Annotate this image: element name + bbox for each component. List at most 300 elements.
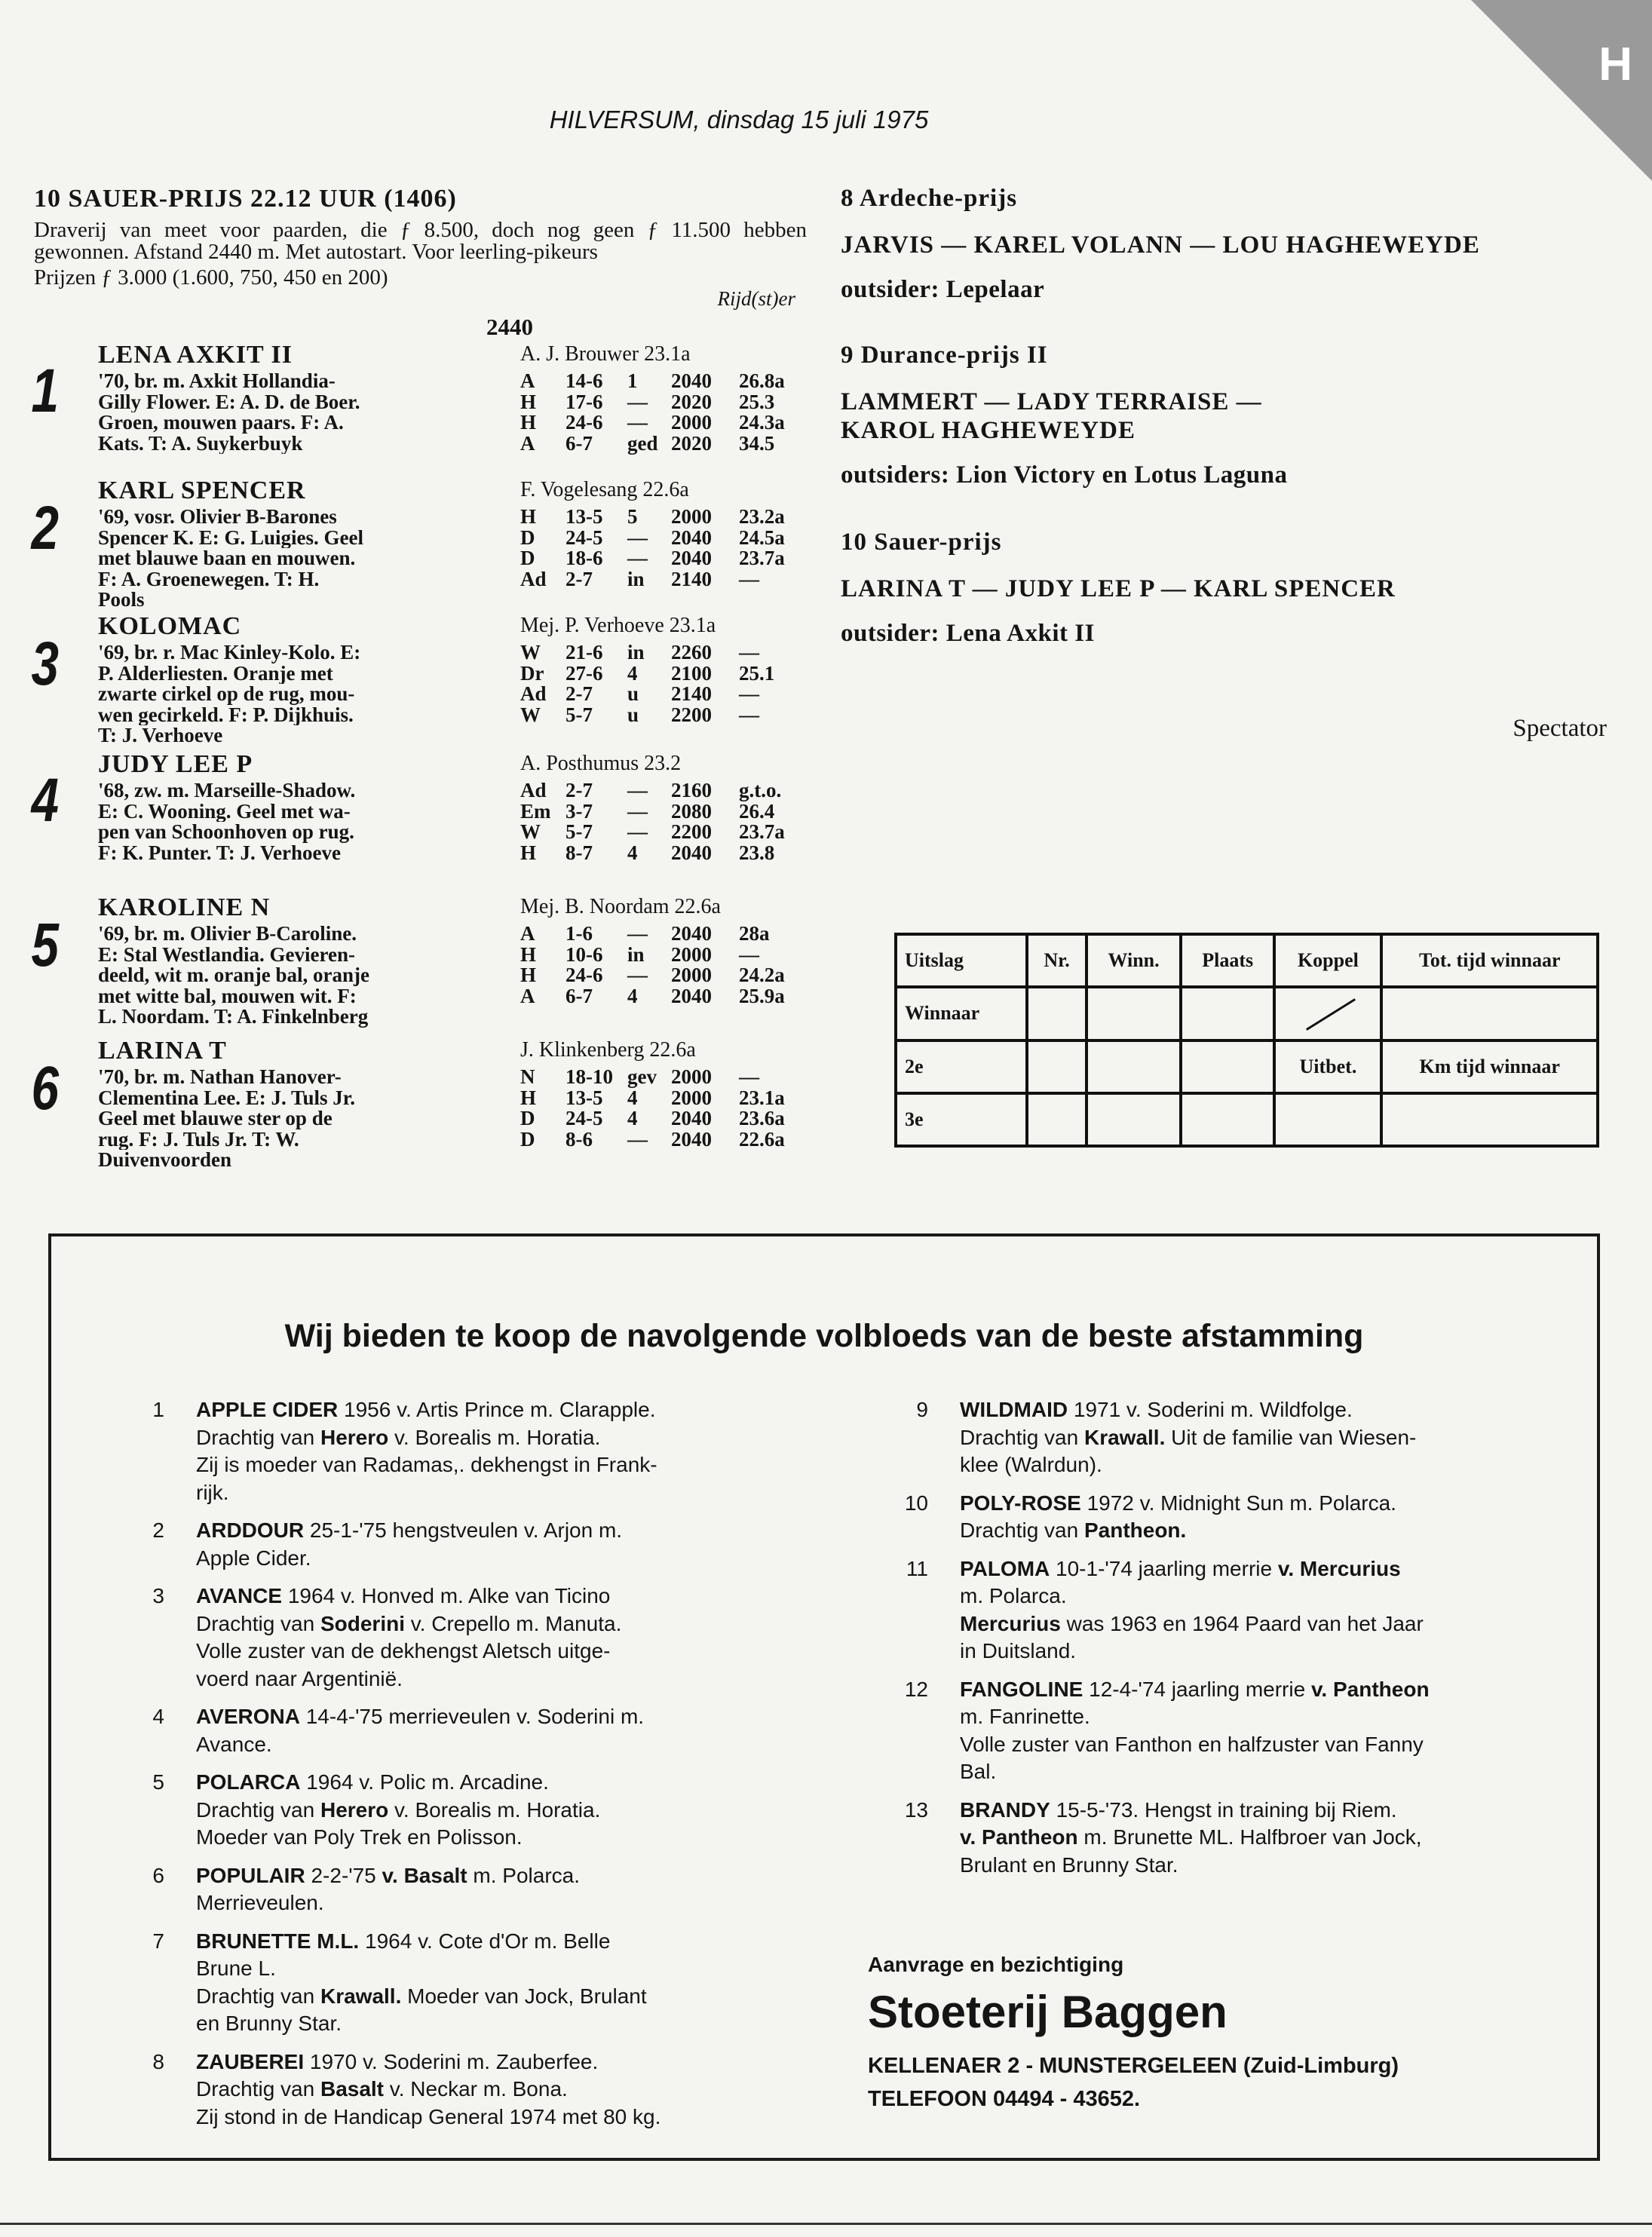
item-text: rijk. — [196, 1480, 229, 1504]
item-line — [960, 1451, 1569, 1479]
item-line — [196, 1862, 866, 1890]
result-cell: 2160 — [671, 779, 712, 801]
result-cell: A — [520, 922, 535, 945]
item-bold-text: ZAUBEREI — [196, 2049, 305, 2073]
item-text: m. Polarca. — [960, 1584, 1067, 1607]
item-text: Brulant en Brunny Star. — [960, 1852, 1178, 1877]
scorecard-cell[interactable] — [1027, 987, 1087, 1040]
entry-number: 2 — [31, 494, 60, 562]
horse-entry — [31, 1037, 807, 1172]
horse-driver: Mej. B. Noordam 22.6a — [520, 895, 721, 918]
race-description: Draverij van meet voor paarden, die ƒ 8.500, doch nog geen ƒ 11.500 hebben gewonnen. Afstand 2440 m. Met autostart. Voor leerling-pikeurs — [34, 218, 807, 264]
item-bold-text: v. Mercurius — [1277, 1556, 1401, 1580]
item-bold-text: AVANCE — [196, 1584, 283, 1607]
scorecard-cell[interactable] — [1274, 1093, 1381, 1146]
result-cell: — — [739, 942, 759, 966]
result-cell: 8-6 — [565, 1127, 593, 1151]
item-text: m. Polarca. — [467, 1863, 581, 1887]
contact-phone: TELEFOON 04494 - 43652. — [868, 2087, 1141, 2111]
description-line: E: C. Wooning. Geel met wa- — [98, 801, 351, 822]
description-line: E: Stal Westlandia. Gevieren- — [98, 944, 356, 965]
result-cell: N — [520, 1065, 535, 1088]
tip-block — [841, 185, 1610, 304]
result-cell: — — [627, 964, 648, 986]
item-number: 8 — [152, 2049, 164, 2073]
result-cell: 24-5 — [565, 526, 603, 549]
race-prizes: Prijzen ƒ 3.000 (1.600, 750, 450 en 200) — [34, 265, 388, 290]
description-line: L. Noordam. T: A. Finkelnberg — [98, 1007, 369, 1028]
tip-prediction: LAMMERT — LADY TERRAISE — — [841, 388, 1262, 415]
item-text: Moeder van Poly Trek en Polisson. — [196, 1825, 523, 1849]
description-line: Gilly Flower. E: A. D. de Boer. — [98, 391, 360, 412]
result-cell: 8-7 — [565, 841, 593, 864]
result-cell: H — [520, 411, 537, 434]
scorecard-row — [896, 987, 1598, 1040]
result-row — [520, 642, 784, 663]
item-line — [196, 1983, 866, 2011]
tip-prediction: LARINA T — JUDY LEE P — KARL SPENCER — [841, 575, 1396, 602]
item-number: 7 — [152, 1929, 164, 1953]
tip-race: 8 Ardeche-prijs — [841, 185, 1018, 212]
result-cell: 18-6 — [565, 547, 603, 569]
result-cell: 24.3a — [739, 411, 785, 434]
result-cell: 2040 — [671, 369, 712, 392]
description-line: Geel met blauwe ster op de — [98, 1108, 333, 1129]
result-cell: — — [739, 1065, 759, 1088]
item-text: 10-1-'74 jaarling merrie — [1056, 1556, 1278, 1580]
entry-list — [31, 341, 807, 1172]
item-text: 1964 v. Honved m. Alke van Ticino — [287, 1584, 611, 1607]
item-bold-text: Soderini — [320, 1611, 405, 1635]
horse-description — [98, 507, 520, 611]
horse-for-sale — [104, 1396, 866, 1506]
result-cell: 14-6 — [565, 369, 603, 392]
item-line — [960, 1583, 1569, 1610]
item-line — [960, 1517, 1569, 1545]
item-bold-text: Herero — [320, 1425, 389, 1449]
description-line: Duivenvoorden — [98, 1150, 232, 1171]
item-bold-text: PALOMA — [960, 1556, 1050, 1580]
result-cell: 2000 — [671, 964, 712, 986]
horse-for-sale — [104, 1517, 866, 1572]
recent-results — [520, 642, 784, 725]
tip-outsider: outsider: Lepelaar — [841, 276, 1045, 303]
scorecard-cell[interactable] — [1027, 1040, 1087, 1093]
horse-driver: Mej. P. Verhoeve 23.1a — [520, 614, 716, 637]
item-text: in Duitsland. — [960, 1639, 1077, 1662]
horse-description — [98, 1067, 520, 1171]
race-distance: 2440 — [486, 314, 533, 340]
item-line — [196, 1396, 866, 1424]
result-cell: 34.5 — [739, 431, 775, 455]
result-cell: 2200 — [671, 820, 712, 843]
item-text: v. Borealis m. Horatia. — [388, 1797, 601, 1822]
item-text: 2-2-'75 — [311, 1863, 382, 1887]
item-text: voerd naar Argentinië. — [196, 1666, 403, 1690]
item-number: 9 — [916, 1398, 928, 1421]
scorecard-header-row — [896, 934, 1598, 987]
item-number: 12 — [904, 1677, 928, 1701]
result-cell: Dr — [520, 661, 544, 685]
scorecard-cell[interactable] — [1381, 987, 1598, 1040]
description-line: '70, br. m. Nathan Hanover- — [98, 1067, 342, 1088]
item-line — [196, 1638, 866, 1665]
item-line — [196, 1703, 866, 1731]
contact-intro: Aanvrage en bezichtiging — [868, 1953, 1124, 1976]
result-row — [520, 843, 784, 864]
item-text: Merrieveulen. — [196, 1891, 324, 1914]
item-bold-text: Basalt — [320, 2077, 385, 2101]
result-cell: 2040 — [671, 984, 712, 1007]
result-cell: in — [627, 942, 645, 966]
result-row — [520, 1129, 784, 1151]
result-cell: H — [520, 964, 537, 986]
scorecard-cell[interactable] — [1087, 1093, 1181, 1146]
result-cell: 2040 — [671, 841, 712, 864]
result-cell: H — [520, 841, 537, 864]
description-line: deeld, wit m. oranje bal, oranje — [98, 965, 369, 986]
result-row — [520, 548, 784, 569]
result-cell: 2000 — [671, 1086, 712, 1109]
result-row — [520, 1088, 784, 1109]
item-line — [960, 1824, 1569, 1852]
result-row — [520, 801, 784, 823]
item-bold-text: BRUNETTE M.L. — [196, 1929, 360, 1953]
item-line — [960, 1638, 1569, 1665]
horse-name: LARINA T — [98, 1037, 227, 1065]
item-line — [196, 1424, 866, 1452]
result-cell: 2020 — [671, 390, 712, 413]
description-line: '69, br. m. Olivier B-Caroline. — [98, 924, 357, 945]
horse-for-sale — [104, 1928, 866, 2038]
item-line — [196, 1955, 866, 1983]
result-cell: 4 — [627, 1086, 638, 1109]
horse-description — [98, 642, 520, 746]
item-line — [960, 1396, 1569, 1424]
item-text: Zij is moeder van Radamas,. dekhengst in Frank- — [196, 1453, 657, 1476]
scorecard-uitbet-label: Uitbet. — [1274, 1040, 1381, 1093]
result-cell: Ad — [520, 682, 547, 705]
result-row — [520, 822, 784, 843]
result-cell: 4 — [627, 661, 638, 685]
scorecard-cell[interactable] — [1027, 1093, 1087, 1146]
stud-farm-name: Stoeterij Baggen — [868, 1987, 1228, 2037]
description-line: T: J. Verhoeve — [98, 725, 223, 746]
result-cell: Ad — [520, 567, 547, 590]
item-bold-text: v. Basalt — [382, 1863, 467, 1887]
result-row — [520, 705, 784, 726]
result-cell: 28a — [739, 922, 770, 945]
result-cell: A — [520, 984, 535, 1007]
scorecard-row — [896, 1093, 1598, 1146]
result-cell: 23.7a — [739, 820, 785, 843]
result-cell: u — [627, 682, 639, 705]
item-text: Volle zuster van de dekhengst Aletsch uitge- — [196, 1639, 611, 1662]
entry-number: 1 — [31, 357, 60, 425]
horse-for-sale — [868, 1797, 1569, 1880]
scorecard-cell[interactable] — [1087, 987, 1181, 1040]
result-cell: 1 — [627, 369, 638, 392]
item-number: 11 — [906, 1556, 928, 1580]
result-cell: 23.7a — [739, 547, 785, 569]
result-cell: 5-7 — [565, 703, 593, 726]
result-cell: 24.5a — [739, 526, 785, 549]
description-line: met blauwe baan en mouwen. — [98, 548, 356, 569]
item-text: 15-5-'73. Hengst in training bij Riem. — [1056, 1797, 1397, 1822]
horse-driver: A. Posthumus 23.2 — [520, 752, 682, 775]
scorecard-cell[interactable] — [1181, 1040, 1274, 1093]
result-cell: 17-6 — [565, 390, 603, 413]
description-line: Pools — [98, 590, 145, 611]
item-bold-text: BRANDY — [960, 1797, 1050, 1822]
result-row — [520, 924, 784, 945]
horse-driver: J. Klinkenberg 22.6a — [520, 1038, 696, 1062]
result-row — [520, 569, 784, 590]
item-text: Drachtig van — [196, 1797, 320, 1822]
item-line — [960, 1731, 1569, 1759]
result-row — [520, 507, 784, 528]
tip-outsider: outsider: Lena Axkit II — [841, 620, 1095, 647]
item-text: Drachtig van — [196, 1984, 320, 2008]
horse-for-sale — [104, 1769, 866, 1852]
item-number: 2 — [152, 1518, 164, 1542]
item-text: 1970 v. Soderini m. Zauberfee. — [309, 2049, 599, 2073]
description-line: F: A. Groenewegen. T: H. — [98, 568, 320, 590]
result-cell: H — [520, 942, 537, 966]
result-cell: 2000 — [671, 942, 712, 966]
item-bold-text: Pantheon. — [1083, 1518, 1187, 1542]
item-bold-text: Krawall. — [1083, 1425, 1166, 1449]
item-text: Uit de familie van Wiesen- — [1165, 1425, 1417, 1449]
result-cell: gev — [627, 1065, 657, 1088]
item-text: Drachtig van — [960, 1518, 1084, 1542]
description-line: pen van Schoonhoven op rug. — [98, 822, 354, 843]
item-number: 10 — [904, 1491, 928, 1515]
result-cell: 2040 — [671, 547, 712, 569]
description-line: Groen, mouwen paars. F: A. — [98, 412, 344, 434]
result-cell: A — [520, 431, 535, 455]
result-cell: 25.3 — [739, 390, 775, 413]
result-row — [520, 1067, 784, 1088]
item-text: 1964 v. Polic m. Arcadine. — [306, 1770, 549, 1794]
result-cell: — — [627, 390, 648, 413]
result-cell: D — [520, 547, 535, 569]
item-bold-text: v. Pantheon — [1310, 1677, 1430, 1701]
scorecard-cell[interactable] — [1381, 1093, 1598, 1146]
item-number: 1 — [152, 1398, 164, 1421]
scorecard-km-label: Km tijd winnaar — [1381, 1040, 1598, 1093]
item-line — [960, 1703, 1569, 1731]
item-number: 13 — [904, 1797, 928, 1822]
tip-block — [841, 529, 1610, 648]
race-prizes-row — [34, 266, 807, 289]
item-line — [196, 1928, 866, 1956]
horse-name: KARL SPENCER — [98, 477, 306, 504]
item-text: m. Brunette ML. Halfbroer van Jock, — [1077, 1825, 1422, 1849]
result-cell: in — [627, 567, 645, 590]
result-cell: g.t.o. — [739, 779, 782, 801]
tip-block — [841, 342, 1610, 489]
horse-entry — [31, 477, 807, 612]
result-cell: 5 — [627, 505, 638, 528]
horse-description — [98, 924, 520, 1028]
item-bold-text: v. Pantheon — [960, 1825, 1078, 1849]
result-cell: 25.1 — [739, 661, 775, 685]
result-cell: 23.6a — [739, 1107, 785, 1129]
recent-results — [520, 1067, 784, 1150]
description-line: '70, br. m. Axkit Hollandia- — [98, 371, 336, 392]
item-text: 1972 v. Midnight Sun m. Polarca. — [1087, 1491, 1396, 1515]
result-cell: u — [627, 703, 639, 726]
scorecard-cell[interactable] — [1087, 1040, 1181, 1093]
entry-number: 3 — [31, 630, 60, 698]
item-line — [196, 1451, 866, 1479]
ad-contact — [868, 1953, 1399, 2116]
item-text: Avance. — [196, 1732, 272, 1756]
result-row — [520, 1108, 784, 1129]
result-cell: H — [520, 505, 537, 528]
ad-right-column — [868, 1396, 1569, 1889]
result-cell: 2080 — [671, 799, 712, 823]
description-line: wen gecirkeld. F: P. Dijkhuis. — [98, 704, 354, 725]
item-text: 14-4-'75 merrieveulen v. Soderini m. — [305, 1705, 645, 1728]
result-cell: — — [627, 799, 648, 823]
horse-entry — [31, 893, 807, 1037]
description-line: F: K. Punter. T: J. Verhoeve — [98, 842, 341, 863]
result-cell: — — [627, 922, 648, 945]
horse-description — [98, 371, 520, 454]
result-cell: 21-6 — [565, 641, 603, 663]
scorecard-header: Uitslag — [896, 934, 1027, 987]
item-bold-text: ARDDOUR — [196, 1518, 305, 1542]
description-line: P. Alderliesten. Oranje met — [98, 663, 333, 684]
item-text: Drachtig van — [196, 2077, 320, 2101]
scorecard-header: Plaats — [1181, 934, 1274, 987]
result-cell: 2020 — [671, 431, 712, 455]
result-cell: 2040 — [671, 1107, 712, 1129]
result-cell: 2000 — [671, 411, 712, 434]
scorecard-cell[interactable] — [1181, 987, 1274, 1040]
result-cell: — — [627, 411, 648, 434]
item-text: Volle zuster van Fanthon en halfzuster van Fanny — [960, 1732, 1424, 1756]
item-line — [196, 1824, 866, 1852]
result-cell: — — [627, 779, 648, 801]
result-cell: 2140 — [671, 567, 712, 590]
recent-results — [520, 780, 784, 863]
horse-entry — [31, 612, 807, 750]
item-text: Bal. — [960, 1760, 997, 1783]
result-cell: 18-10 — [565, 1065, 613, 1088]
result-cell: W — [520, 820, 541, 843]
description-line: rug. F: J. Tuls Jr. T: W. — [98, 1129, 299, 1150]
result-cell: 3-7 — [565, 799, 593, 823]
item-line — [196, 2076, 866, 2104]
item-line — [196, 1797, 866, 1825]
result-cell: 27-6 — [565, 661, 603, 685]
result-cell: — — [739, 703, 759, 726]
scorecard-row-label: 2e — [896, 1040, 1027, 1093]
item-line — [960, 1676, 1569, 1704]
result-row — [520, 431, 784, 455]
tips-column — [841, 185, 1610, 648]
result-cell: 2-7 — [565, 682, 593, 705]
scorecard-cell-crossed — [1274, 987, 1381, 1040]
result-cell: 2000 — [671, 505, 712, 528]
item-text: v. Neckar m. Bona. — [384, 2077, 568, 2101]
result-cell: 23.2a — [739, 505, 785, 528]
result-cell: A — [520, 369, 535, 392]
item-bold-text: Mercurius — [960, 1611, 1061, 1635]
result-cell: 2040 — [671, 526, 712, 549]
result-cell: D — [520, 1127, 535, 1151]
result-cell: — — [627, 526, 648, 549]
result-cell: 24.2a — [739, 964, 785, 986]
section-letter: H — [1598, 38, 1632, 90]
item-text: Brune L. — [196, 1957, 276, 1980]
result-cell: in — [627, 641, 645, 663]
result-cell: 2260 — [671, 641, 712, 663]
item-text: 12-4-'74 jaarling merrie — [1089, 1677, 1311, 1701]
item-line — [960, 1555, 1569, 1583]
result-cell: 2-7 — [565, 779, 593, 801]
result-cell: 2200 — [671, 703, 712, 726]
entry-number: 5 — [31, 911, 60, 979]
scorecard-table — [894, 933, 1599, 1148]
result-row — [520, 528, 784, 549]
horse-for-sale — [868, 1555, 1569, 1665]
recent-results — [520, 507, 784, 590]
horse-entry — [31, 341, 807, 477]
result-cell: 25.9a — [739, 984, 785, 1007]
item-line — [196, 1889, 866, 1917]
item-text: Moeder van Jock, Brulant — [401, 1984, 647, 2008]
result-row — [520, 780, 784, 801]
result-cell: 22.6a — [739, 1127, 785, 1151]
result-cell: 2100 — [671, 661, 712, 685]
result-cell: 24-6 — [565, 964, 603, 986]
item-line — [960, 1424, 1569, 1452]
tip-prediction: JARVIS — KAREL VOLANN — LOU HAGHEWEYDE — [841, 231, 1480, 259]
result-cell: 24-5 — [565, 1107, 603, 1129]
item-text: v. Borealis m. Horatia. — [388, 1425, 601, 1449]
result-cell: 23.1a — [739, 1086, 785, 1109]
item-line — [196, 1769, 866, 1797]
result-row — [520, 942, 784, 966]
item-text: 25-1-'75 hengstveulen v. Arjon m. — [309, 1518, 623, 1542]
item-text: v. Crepello m. Manuta. — [404, 1611, 622, 1635]
result-row — [520, 684, 784, 705]
race-title: 10 SAUER-PRIJS 22.12 UUR (1406) — [34, 185, 457, 213]
item-number: 5 — [152, 1770, 164, 1794]
item-line — [196, 1583, 866, 1610]
result-cell: — — [627, 820, 648, 843]
result-cell: 24-6 — [565, 411, 603, 434]
horse-for-sale — [104, 1583, 866, 1693]
description-line: zwarte cirkel op de rug, mou- — [98, 684, 355, 705]
item-bold-text: Herero — [320, 1797, 389, 1822]
result-cell: H — [520, 390, 537, 413]
scorecard-cell[interactable] — [1181, 1093, 1274, 1146]
horse-name: JUDY LEE P — [98, 750, 253, 778]
item-line — [960, 1852, 1569, 1880]
result-cell: 2040 — [671, 922, 712, 945]
scorecard-row-label: Winnaar — [896, 987, 1027, 1040]
item-text: Zij stond in de Handicap General 1974 met 80 kg. — [196, 2104, 661, 2128]
item-number: 6 — [152, 1863, 164, 1887]
description-line: Kats. T: A. Suykerbuyk — [98, 433, 303, 454]
result-cell: 4 — [627, 1107, 638, 1129]
description-line: Clementina Lee. E: J. Tuls Jr. — [98, 1087, 356, 1108]
